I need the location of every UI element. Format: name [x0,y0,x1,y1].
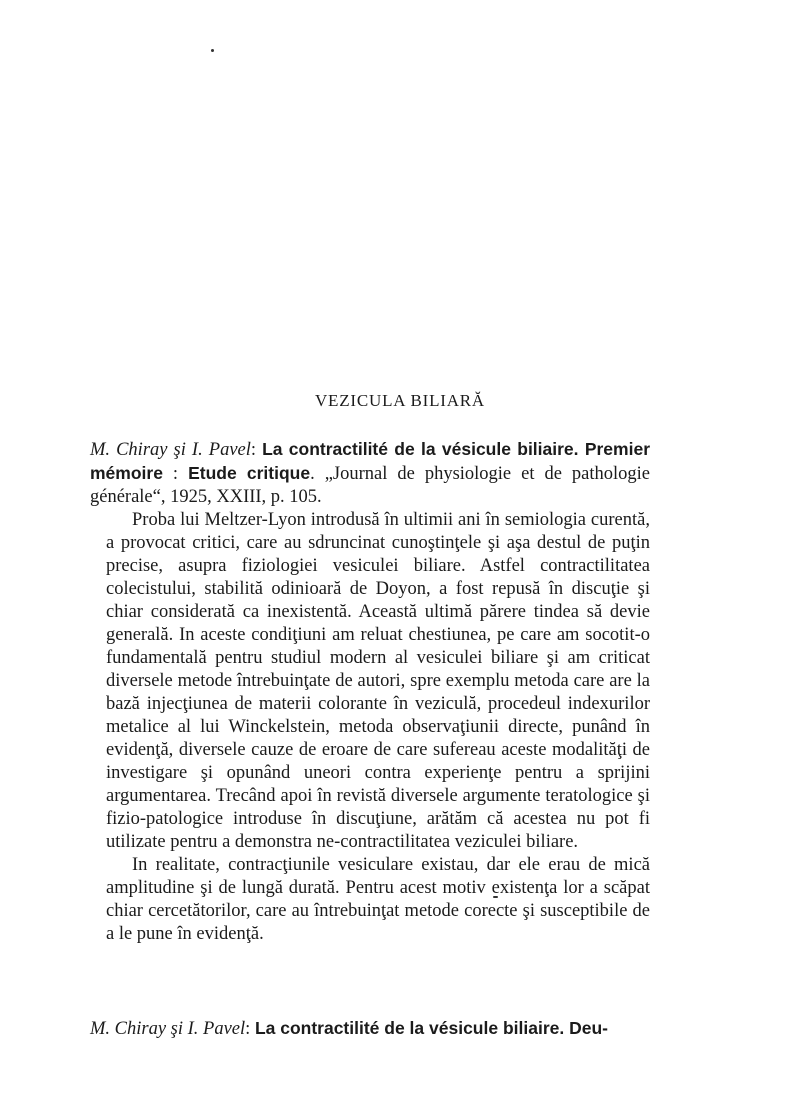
entry-title: La contractilité de la vésicule biliaire. Deu- [254,1018,608,1038]
reference-line [90,438,650,509]
entry-title-separator: : [162,464,189,484]
entry-authors: M. Chiray şi I. Pavel [90,1019,246,1039]
bibliography-entry [90,1017,650,1041]
section-heading: VEZICULA BILIARĂ [314,391,486,410]
entry-title: La contractilité de la vésicule biliaire. Premier mémoire [90,439,651,483]
entry-authors: M. Chiray şi I. Pavel [90,440,251,460]
entry-subtitle: Etude critique [188,463,311,483]
summary-paragraph: In realitate, contracţiunile vesiculare existau, dar ele erau de mică amplitudine şi de lungă durată. Pentru acest motiv existenţa lor a scăpat chiar cercetătorilor, care au întrebuinţat metode corecte şi susceptibile de a le pune în evidenţă. [106,855,650,944]
bibliography-entry [90,438,650,946]
entry-separator: : [245,1019,255,1039]
summary-paragraph: Proba lui Meltzer-Lyon introdusă în ultimii ani în semiologia curentă, a provocat critici, care au sdruncinat cunoştinţele şi aşa destul de puţin precise, asupra fiziologiei vesiculei biliare. Astfel contractilitatea colecistului, stabilită odinioară de Doyon, a fost repusă în discuţie şi chiar considerată ca inexistentă. Această ultimă părere tindea să devie generală. In aceste condiţiuni am reluat chestiunea, pe care am socotit-o fundamentală pentru studiul modern al vesiculei biliare şi am criticat diversele metode întrebuinţate de autori, spre exemplu metoda care are la bază injecţiunea de materii colorante în veziculă, procedeul indexurilor metalice al lui Winckelstein, metoda observaţiunii directe, punând în evidenţă, diversele cauze de eroare de care sufereau aceste modalităţi de investigare şi opunând uneori contra experienţe pentru a sprijini argumentarea. Trecând apoi în revistă diversele argumente teratologice şi fizio-patologice introduse în discuţiune, arătăm că acestea nu pot fi utilizate pentru a demonstra ne-contractilitatea veziculei biliare. [106,510,650,852]
ink-speck [211,49,214,52]
entry-summary [90,509,650,946]
entry-citation: . „Journal de physiologie et de pathologie générale“, 1925, XXIII, p. 105. [90,464,650,507]
reference-line [90,1017,650,1041]
entry-separator: : [250,440,263,460]
